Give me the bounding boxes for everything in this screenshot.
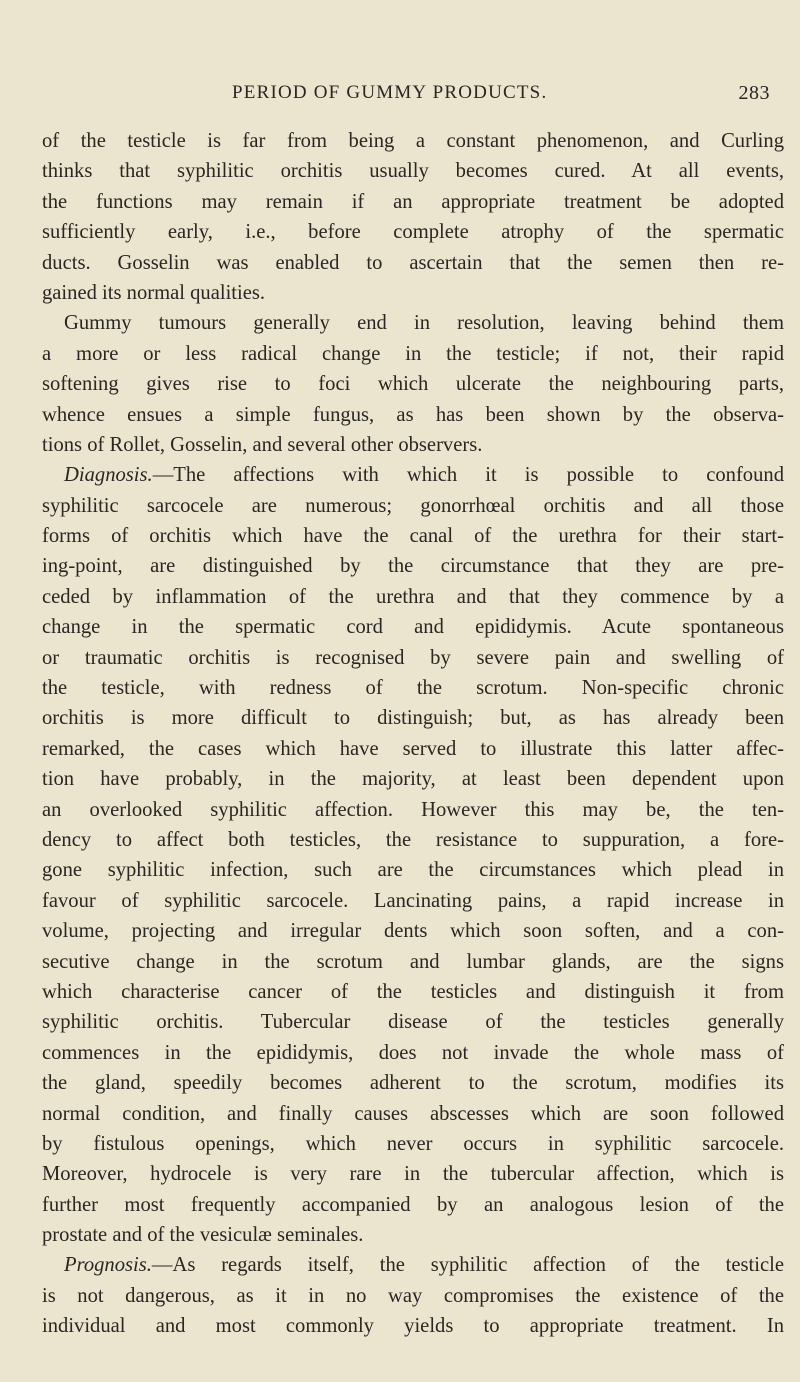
text-line: normal condition, and finally causes abscesses which are soon followed [42,1102,784,1125]
text-line: whence ensues a simple fungus, as has been shown by the observa- [42,403,784,426]
text-line: Moreover, hydrocele is very rare in the tubercular affection, which is [42,1163,784,1186]
text-line: favour of syphilitic sarcocele. Lancinating pains, a rapid increase in [42,889,784,912]
text-line [42,460,784,490]
running-head: PERIOD OF GUMMY PRODUCTS. [232,82,548,103]
text-line [42,1250,784,1280]
body-text [42,126,784,1342]
text-line: thinks that syphilitic orchitis usually becomes cured. At all events, [42,160,784,183]
text-line: commences in the epididymis, does not invade the whole mass of [42,1041,784,1064]
paragraph-diagnosis [42,460,784,1250]
text-line: is not dangerous, as it in no way compromises the existence of the [42,1284,784,1307]
page-number: 283 [738,82,770,104]
text-line: a more or less radical change in the testicle; if not, their rapid [42,342,784,365]
text-line: dency to affect both testicles, the resistance to suppuration, a fore- [42,828,784,851]
text-line: orchitis is more difficult to distinguish; but, as has already been [42,707,784,730]
text-line: sufficiently early, i.e., before complete atrophy of the spermatic [42,221,784,244]
text-line: the gland, speedily becomes adherent to the scrotum, modifies its [42,1072,784,1095]
text-line: of the testicle is far from being a constant phenomenon, and Curling [42,130,784,152]
text-line: prostate and of the vesiculæ seminales. [42,1224,364,1247]
text-line: change in the spermatic cord and epididymis. Acute spontaneous [42,616,784,639]
text-line: remarked, the cases which have served to illustrate this latter affec- [42,737,784,760]
text-line: softening gives rise to foci which ulcerate the neighbouring parts, [42,373,784,396]
text-line: Gummy tumours generally end in resolution, leaving behind them [64,312,784,335]
text-line: or traumatic orchitis is recognised by severe pain and swelling of [42,646,784,669]
prognosis-first-line: —As regards itself, the syphilitic affection of the testicle [151,1254,784,1277]
text-line: ing-point, are distinguished by the circumstance that they are pre- [42,555,784,578]
text-line: gone syphilitic infection, such are the circumstances which plead in [42,859,784,882]
text-line: by fistulous openings, which never occurs in syphilitic sarcocele. [42,1132,784,1155]
diagnosis-heading: Diagnosis. [64,464,153,487]
text-line: tion have probably, in the majority, at least been dependent upon [42,768,784,791]
text-line: individual and most commonly yields to appropriate treatment. In [42,1315,784,1338]
prognosis-heading: Prognosis. [64,1254,152,1277]
diagnosis-first-line: —The affections with which it is possible to confound [152,464,784,487]
paragraph-continuation [42,126,784,308]
text-line: the functions may remain if an appropriate treatment be adopted [42,190,784,213]
paragraph-prognosis [42,1250,784,1341]
text-line: ducts. Gosselin was enabled to ascertain that the semen then re- [42,251,784,274]
text-line: the testicle, with redness of the scrotum. Non-specific chronic [42,677,784,700]
page-header [0,82,800,110]
text-line: which characterise cancer of the testicles and distinguish it from [42,980,784,1003]
text-line: syphilitic sarcocele are numerous; gonorrhœal orchitis and all those [42,494,784,517]
text-line: an overlooked syphilitic affection. However this may be, the ten- [42,798,784,821]
text-line: forms of orchitis which have the canal of the urethra for their start- [42,525,784,548]
text-line: gained its normal qualities. [42,281,266,304]
text-line: tions of Rollet, Gosselin, and several other observers. [42,433,483,456]
text-line: syphilitic orchitis. Tubercular disease of the testicles generally [42,1011,784,1034]
text-line: volume, projecting and irregular dents which soon soften, and a con- [42,920,784,943]
paragraph-gummy-tumours [42,308,784,460]
text-line: secutive change in the scrotum and lumbar glands, are the signs [42,950,784,973]
text-line: further most frequently accompanied by an analogous lesion of the [42,1193,784,1216]
text-line: ceded by inflammation of the urethra and that they commence by a [42,585,784,608]
